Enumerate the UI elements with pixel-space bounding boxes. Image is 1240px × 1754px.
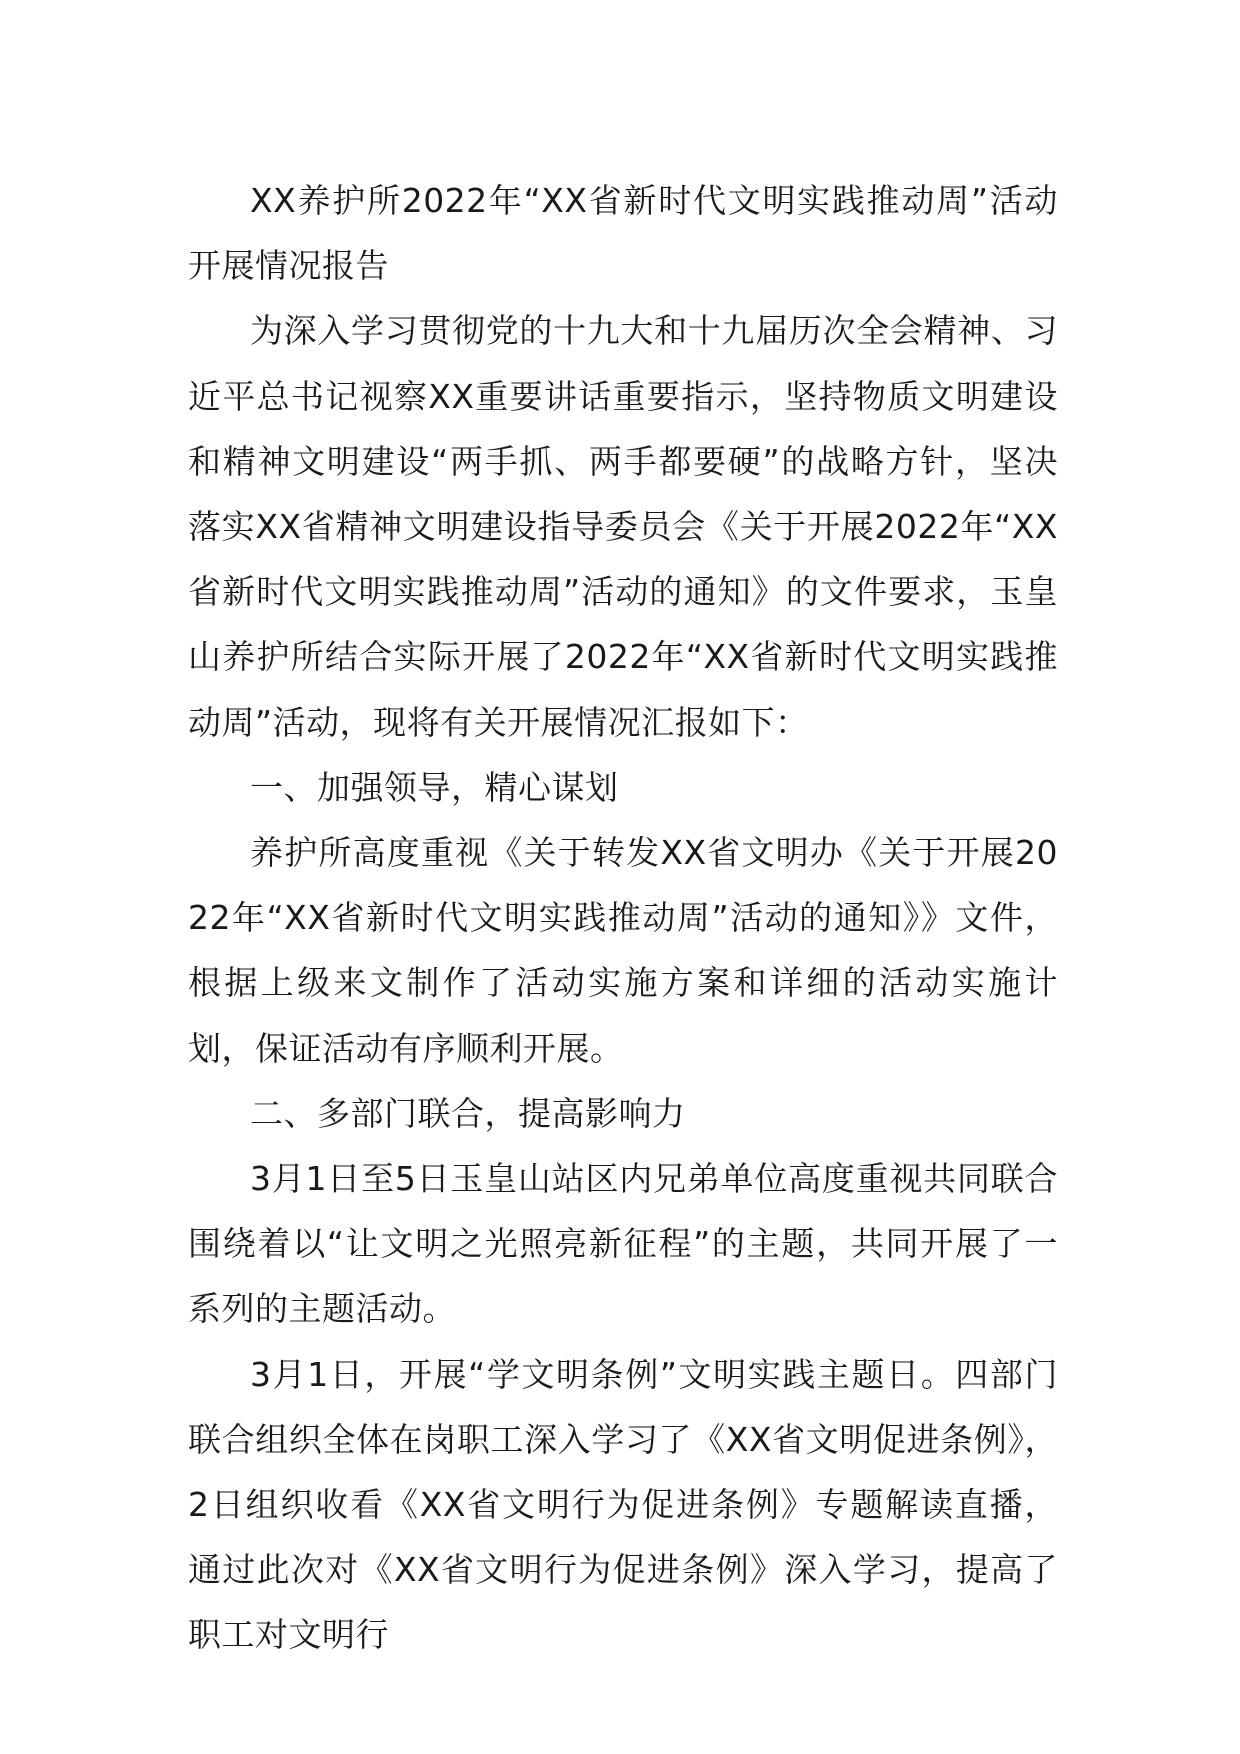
- paragraph-section-1: 养护所高度重视《关于转发XX省文明办《关于开展2022年“XX省新时代文明实践推动周”活动的通知》》文件，根据上级来文制作了活动实施方案和详细的活动实施计划，保证活动有序顺利开展。: [188, 833, 1058, 1068]
- document-body: [188, 168, 1058, 1668]
- section-heading-1: 一、加强领导，精心谋划: [250, 767, 619, 807]
- paragraph-march-1: 3月1日，开展“学文明条例”文明实践主题日。四部门联合组织全体在岗职工深入学习了《XX省文明促进条例》，2日组织收看《XX省文明行为促进条例》专题解读直播，通过此次对《XX省文明行为促进条例》深入学习，提高了职工对文明行: [188, 1354, 1058, 1655]
- section-heading-2: 二、多部门联合，提高影响力: [250, 1093, 686, 1133]
- document-title: XX养护所2022年“XX省新时代文明实践推动周”活动开展情况报告: [188, 181, 1058, 286]
- paragraph-section-2: 3月1日至5日玉皇山站区内兄弟单位高度重视共同联合围绕着以“让文明之光照亮新征程”的主题，共同开展了一系列的主题活动。: [188, 1159, 1058, 1329]
- paragraph-intro: 为深入学习贯彻党的十九大和十九届历次全会精神、习近平总书记视察XX重要讲话重要指示，坚持物质文明建设和精神文明建设“两手抓、两手都要硬”的战略方针，坚决落实XX省精神文明建设指导委员会《关于开展2022年“XX省新时代文明实践推动周”活动的通知》的文件要求，玉皇山养护所结合实际开展了2022年“XX省新时代文明实践推动周”活动，现将有关开展情况汇报如下：: [188, 311, 1058, 742]
